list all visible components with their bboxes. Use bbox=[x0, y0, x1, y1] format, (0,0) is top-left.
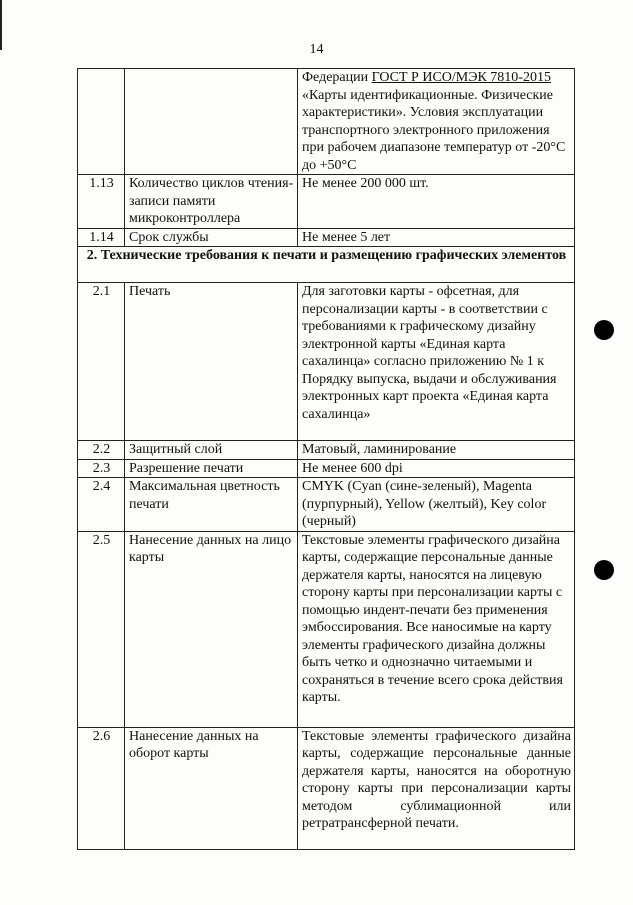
binder-hole-mark bbox=[594, 560, 614, 580]
row-name: Количество циклов чтения-записи памяти микроконтроллера bbox=[125, 175, 298, 229]
row-name: Разрешение печати bbox=[125, 459, 298, 478]
table-row bbox=[78, 478, 575, 532]
row-number: 2.1 bbox=[78, 283, 125, 441]
row-number: 1.13 bbox=[78, 175, 125, 229]
row-value: CMYK (Cyan (сине-зеленый), Magenta (пурпурный), Yellow (желтый), Key color (черный) bbox=[298, 478, 575, 532]
table-row bbox=[78, 69, 575, 175]
row-value: Не менее 600 dpi bbox=[298, 459, 575, 478]
gost-reference: ГОСТ Р ИСО/МЭК 7810-2015 bbox=[371, 70, 551, 85]
row-name bbox=[125, 69, 298, 175]
row-value: Не менее 200 000 шт. bbox=[298, 175, 575, 229]
binder-hole-mark bbox=[594, 320, 614, 340]
row-value: Для заготовки карты - офсетная, для персонализации карты - в соответствии с требованиями к графическому дизайну электронной карты «Единая карта сахалинца» согласно приложению № 1 к Порядку выпуска, выдачи и обслуживания электронных карт проекта «Единая карта сахалинца» bbox=[298, 283, 575, 441]
spec-table bbox=[77, 68, 575, 850]
section-row bbox=[78, 247, 575, 283]
section-heading: 2. Технические требования к печати и размещению графических элементов bbox=[78, 247, 575, 283]
value-rest: «Карты идентификационные. Физические характеристики». Условия эксплуатации транспортного электронного приложения при рабочем диапазоне температур от -20°C до +50°C bbox=[302, 87, 566, 173]
page-number: 14 bbox=[309, 42, 324, 57]
row-name: Максимальная цветность печати bbox=[125, 478, 298, 532]
row-name: Срок службы bbox=[125, 228, 298, 247]
table-row bbox=[78, 441, 575, 460]
row-number bbox=[78, 69, 125, 175]
table-row bbox=[78, 531, 575, 727]
row-value: Текстовые элементы графического дизайна карты, содержащие персональные данные держателя карты, наносятся на лицевую сторону карты при персонализации карты с помощью индент-печати без применения эмбоссирования. Все наносимые на карту элементы графического дизайна должны быть четко и однозначно читаемыми и сохраняться в течение всего срока действия карты. bbox=[298, 531, 575, 727]
row-name: Защитный слой bbox=[125, 441, 298, 460]
table-row bbox=[78, 727, 575, 849]
row-number: 2.6 bbox=[78, 727, 125, 849]
row-number: 1.14 bbox=[78, 228, 125, 247]
table-row bbox=[78, 175, 575, 229]
row-number: 2.5 bbox=[78, 531, 125, 727]
row-value: Матовый, ламинирование bbox=[298, 441, 575, 460]
row-name: Печать bbox=[125, 283, 298, 441]
table-row bbox=[78, 228, 575, 247]
row-value: Текстовые элементы графического дизайна карты, содержащие персональные данные держателя карты, наносятся на оборотную сторону карты при персонализации карты методом сублимационной или ретратрансферной печати. bbox=[298, 727, 575, 849]
row-number: 2.4 bbox=[78, 478, 125, 532]
table-row bbox=[78, 283, 575, 441]
row-value bbox=[298, 69, 575, 175]
row-number: 2.2 bbox=[78, 441, 125, 460]
table-row bbox=[78, 459, 575, 478]
row-name: Нанесение данных на лицо карты bbox=[125, 531, 298, 727]
row-name: Нанесение данных на оборот карты bbox=[125, 727, 298, 849]
row-number: 2.3 bbox=[78, 459, 125, 478]
row-value: Не менее 5 лет bbox=[298, 228, 575, 247]
value-prefix: Федерации bbox=[302, 70, 372, 85]
